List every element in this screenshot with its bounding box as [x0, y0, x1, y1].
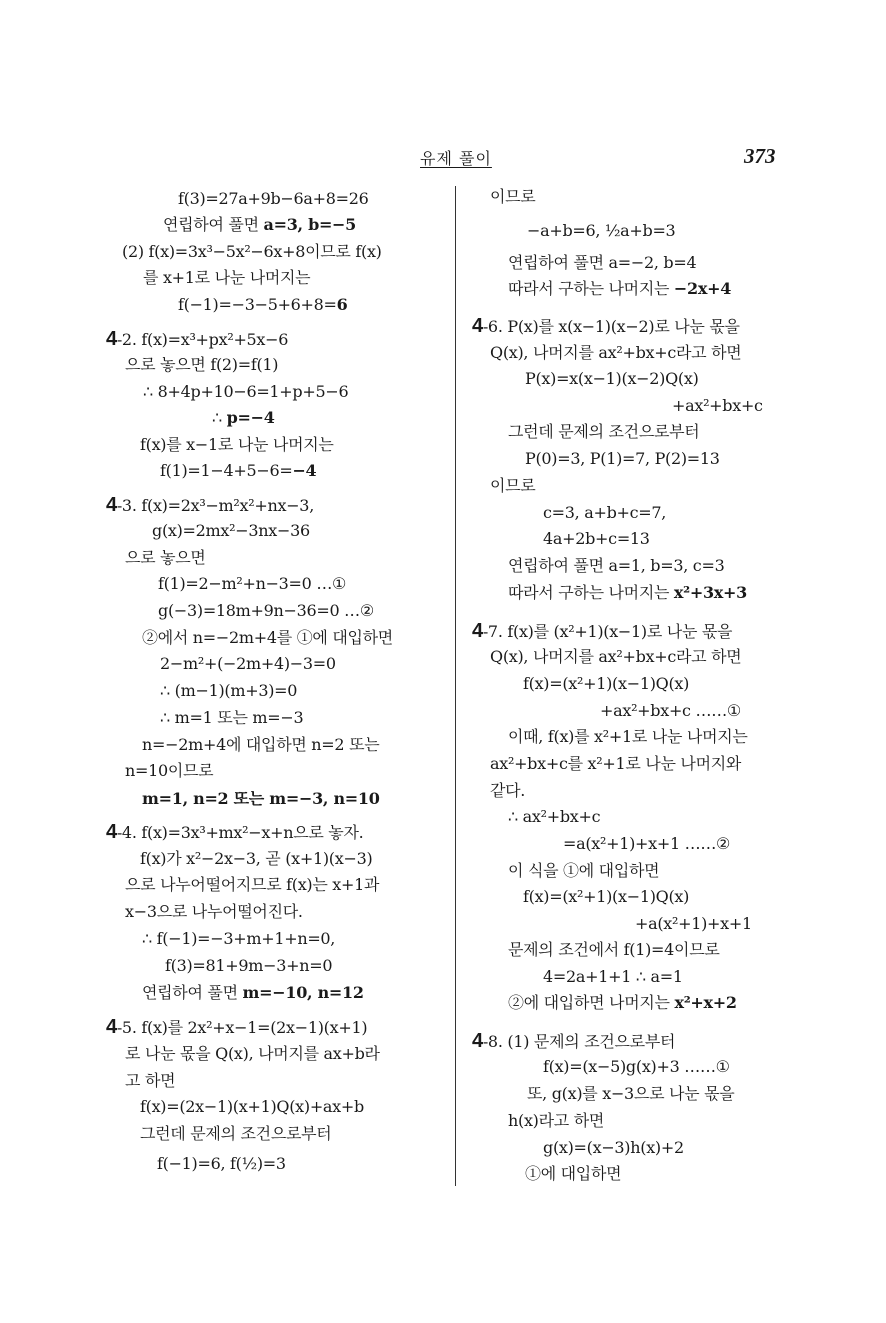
line-text: 를 x+1로 나눈 나머지는: [143, 268, 311, 287]
problem-heading-line: [106, 1016, 367, 1039]
solution-line: [563, 833, 730, 855]
solution-line: [152, 520, 310, 542]
solution-line: [508, 555, 724, 577]
line-text: 이때, f(x)를 x²+1로 나눈 나머지는: [508, 727, 748, 746]
column-divider: [455, 186, 456, 1186]
line-text: 이므로: [490, 187, 536, 206]
solution-line: [125, 354, 278, 376]
line-text: 4a+2b+c=13: [543, 529, 650, 548]
solution-line: [490, 753, 741, 775]
solution-line: [508, 939, 720, 961]
solution-line: [508, 992, 737, 1014]
solution-line: [543, 966, 683, 988]
solution-line: [142, 627, 393, 649]
solution-line: [160, 707, 303, 729]
solution-line: [122, 241, 382, 263]
solution-line: [143, 381, 348, 403]
problem-number: 4: [106, 494, 117, 516]
solution-line: [508, 806, 600, 828]
solution-line: [125, 901, 303, 923]
line-text: n=−2m+4에 대입하면 n=2 또는: [142, 735, 380, 754]
line-text: ②에 대입하면 나머지는: [508, 993, 675, 1012]
answer-text: 6: [336, 295, 348, 314]
solution-line: [160, 680, 297, 702]
line-text: h(x)라고 하면: [508, 1111, 605, 1130]
line-text: -3. f(x)=2x³−m²x²+nx−3,: [116, 496, 314, 515]
line-text: f(x)=(x²+1)(x−1)Q(x): [523, 674, 690, 693]
line-text: f(x)를 x−1로 나눈 나머지는: [140, 435, 334, 454]
line-text: 같다.: [490, 781, 526, 800]
line-text: n=10이므로: [125, 761, 214, 780]
line-text: 으로 놓으면 f(2)=f(1): [125, 355, 279, 374]
line-text: f(x)=(2x−1)(x+1)Q(x)+ax+b: [140, 1097, 364, 1116]
line-text: f(3)=27a+9b−6a+8=26: [178, 189, 369, 208]
solution-line: [178, 294, 348, 316]
line-text: 따라서 구하는 나머지는: [508, 279, 674, 298]
line-text: −a+b=6, ½a+b=3: [527, 221, 676, 240]
problem-heading-line: [472, 1030, 675, 1053]
line-text: -2. f(x)=x³+px²+5x−6: [116, 330, 289, 349]
solution-line: [142, 982, 364, 1004]
solution-line: [543, 502, 666, 524]
line-text: ∴ m=1 또는 m=−3: [160, 708, 304, 727]
line-text: 고 하면: [125, 1071, 176, 1090]
line-text: 로 나눈 몫을 Q(x), 나머지를 ax+b라: [125, 1044, 380, 1063]
solution-line: [140, 1096, 364, 1118]
line-text: +a(x²+1)+x+1: [635, 914, 752, 933]
solution-line: [523, 673, 689, 695]
line-text: f(−1)=6, f(½)=3: [157, 1154, 286, 1173]
answer-text: −2x+4: [673, 279, 732, 298]
solution-line: [158, 600, 374, 622]
line-text: 연립하여 풀면: [142, 983, 243, 1002]
solution-line: [140, 434, 334, 456]
solution-line: [165, 955, 332, 977]
line-text: +ax²+bx+c: [672, 396, 763, 415]
solution-line: [527, 1083, 734, 1105]
line-text: 연립하여 풀면: [163, 215, 264, 234]
problem-heading-line: [472, 315, 740, 338]
solution-line: [508, 421, 699, 443]
answer-text: x²+3x+3: [673, 583, 747, 602]
line-text: f(3)=81+9m−3+n=0: [165, 956, 333, 975]
line-text: (2) f(x)=3x³−5x²−6x+8이므로 f(x): [122, 242, 382, 261]
answer-text: m=−10, n=12: [242, 983, 364, 1002]
line-text: f(x)가 x²−2x−3, 곧 (x+1)(x−3): [140, 849, 373, 868]
line-text: ∴ 8+4p+10−6=1+p+5−6: [143, 382, 349, 401]
solution-line: [508, 252, 696, 274]
solution-line: [508, 278, 731, 300]
answer-text: p=−4: [226, 408, 275, 427]
solution-line: [672, 395, 763, 417]
line-text: ∴: [212, 408, 227, 427]
solution-line: [635, 913, 752, 935]
problem-number: 4: [472, 620, 483, 642]
problem-heading-line: [106, 494, 314, 517]
solution-line: [157, 1153, 286, 1175]
line-text: 따라서 구하는 나머지는: [508, 583, 674, 602]
line-text: -8. (1) 문제의 조건으로부터: [482, 1032, 676, 1051]
line-text: 그런데 문제의 조건으로부터: [140, 1124, 332, 1143]
line-text: 연립하여 풀면 a=1, b=3, c=3: [508, 556, 725, 575]
solution-line: [178, 188, 369, 210]
solution-line: [490, 186, 535, 208]
line-text: 4=2a+1+1 ∴ a=1: [543, 967, 683, 986]
solution-line: [125, 874, 379, 896]
solution-line: [527, 220, 675, 242]
line-text: -6. P(x)를 x(x−1)(x−2)로 나눈 몫을: [482, 317, 740, 336]
solution-line: [125, 1043, 380, 1065]
line-text: 2−m²+(−2m+4)−3=0: [160, 654, 336, 673]
solution-line: [490, 646, 741, 668]
line-text: f(x)=(x−5)g(x)+3 ……①: [543, 1057, 730, 1076]
line-text: x−3으로 나누어떨어진다.: [125, 902, 303, 921]
solution-line: [158, 573, 346, 595]
solution-line: [523, 886, 689, 908]
solution-line: [140, 848, 372, 870]
solution-line: [125, 760, 213, 782]
solution-line: [508, 726, 748, 748]
solution-line: [140, 1123, 331, 1145]
line-text: 또, g(x)를 x−3으로 나눈 몫을: [527, 1084, 735, 1103]
solution-line: [142, 788, 380, 810]
solution-line: [143, 267, 310, 289]
line-text: 그런데 문제의 조건으로부터: [508, 422, 700, 441]
line-text: c=3, a+b+c=7,: [543, 503, 667, 522]
line-text: Q(x), 나머지를 ax²+bx+c라고 하면: [490, 343, 742, 362]
solution-line: [543, 1137, 684, 1159]
problem-heading-line: [106, 328, 288, 351]
line-text: P(x)=x(x−1)(x−2)Q(x): [525, 369, 699, 388]
solution-line: [543, 528, 650, 550]
solution-line: [490, 342, 741, 364]
line-text: f(x)=(x²+1)(x−1)Q(x): [523, 887, 690, 906]
line-text: =a(x²+1)+x+1 ……②: [563, 834, 731, 853]
solution-line: [525, 1163, 621, 1185]
line-text: ∴ (m−1)(m+3)=0: [160, 681, 298, 700]
solution-line: [490, 475, 535, 497]
line-text: Q(x), 나머지를 ax²+bx+c라고 하면: [490, 647, 742, 666]
solution-line: [600, 700, 741, 722]
answer-text: x²+x+2: [674, 993, 737, 1012]
solution-line: [525, 368, 699, 390]
solution-line: [160, 460, 316, 482]
line-text: -7. f(x)를 (x²+1)(x−1)로 나눈 몫을: [482, 622, 733, 641]
line-text: g(x)=2mx²−3nx−36: [152, 521, 310, 540]
line-text: -4. f(x)=3x³+mx²−x+n으로 놓자.: [116, 823, 364, 842]
line-text: 문제의 조건에서 f(1)=4이므로: [508, 940, 720, 959]
line-text: 으로 나누어떨어지므로 f(x)는 x+1과: [125, 875, 380, 894]
line-text: -5. f(x)를 2x²+x−1=(2x−1)(x+1): [116, 1018, 368, 1037]
line-text: ②에서 n=−2m+4를 ①에 대입하면: [142, 628, 393, 647]
problem-number: 4: [472, 315, 483, 337]
solution-line: [543, 1056, 730, 1078]
line-text: ∴ ax²+bx+c: [508, 807, 601, 826]
solution-line: [125, 1070, 175, 1092]
line-text: P(0)=3, P(1)=7, P(2)=13: [525, 449, 720, 468]
line-text: +ax²+bx+c ……①: [600, 701, 741, 720]
answer-text: −4: [292, 461, 317, 480]
solution-line: [525, 448, 720, 470]
answer-text: m=1, n=2 또는 m=−3, n=10: [142, 789, 380, 808]
solution-line: [508, 1110, 604, 1132]
solution-line: [508, 860, 659, 882]
section-title: 유제 풀이: [420, 149, 492, 168]
problem-heading-line: [106, 821, 363, 844]
page-number: 373: [744, 144, 776, 168]
solution-line: [212, 407, 275, 429]
solution-line: [163, 214, 356, 236]
solution-line: [160, 653, 336, 675]
line-text: 이므로: [490, 476, 536, 495]
line-text: g(x)=(x−3)h(x)+2: [543, 1138, 684, 1157]
line-text: f(1)=1−4+5−6=: [160, 461, 293, 480]
solution-line: [490, 780, 525, 802]
solution-line: [508, 582, 747, 604]
solution-line: [142, 734, 379, 756]
problem-number: 4: [106, 1016, 117, 1038]
answer-text: a=3, b=−5: [263, 215, 356, 234]
line-text: f(−1)=−3−5+6+8=: [178, 295, 337, 314]
line-text: 이 식을 ①에 대입하면: [508, 861, 660, 880]
line-text: g(−3)=18m+9n−36=0 …②: [158, 601, 374, 620]
line-text: 으로 놓으면: [125, 548, 206, 567]
solution-line: [125, 547, 206, 569]
problem-number: 4: [472, 1030, 483, 1052]
line-text: 연립하여 풀면 a=−2, b=4: [508, 253, 697, 272]
problem-heading-line: [472, 620, 732, 643]
line-text: ax²+bx+c를 x²+1로 나눈 나머지와: [490, 754, 742, 773]
line-text: ∴ f(−1)=−3+m+1+n=0,: [142, 929, 336, 948]
problem-number: 4: [106, 821, 117, 843]
line-text: f(1)=2−m²+n−3=0 …①: [158, 574, 347, 593]
line-text: ①에 대입하면: [525, 1164, 622, 1183]
solution-line: [142, 928, 335, 950]
problem-number: 4: [106, 328, 117, 350]
